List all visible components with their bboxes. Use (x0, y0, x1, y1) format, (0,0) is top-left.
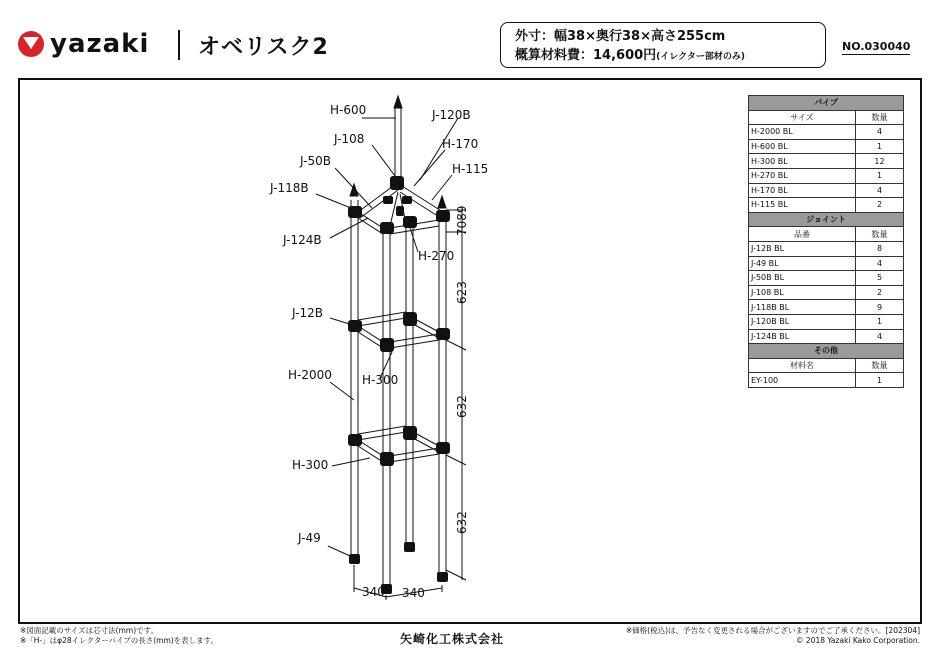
label-j49: J-49 (298, 531, 321, 545)
table-row (749, 373, 904, 388)
part-quantity: 4 (856, 125, 904, 140)
table-column-header (749, 110, 904, 125)
footnote-left-1: ※図面記載のサイズは芯寸法(mm)です。 (20, 626, 159, 635)
post-front (383, 226, 390, 590)
column-qty-header: 数量 (856, 358, 904, 373)
label-j120b: J-120B (432, 108, 471, 122)
part-name: H-2000 BL (749, 125, 856, 140)
label-j12b: J-12B (292, 306, 323, 320)
label-h300-upper: H-300 (362, 373, 399, 387)
dim-632-upper: 632 (455, 395, 469, 418)
spec-cost-note: (イレクター部材のみ) (656, 52, 746, 62)
table-row (749, 125, 904, 140)
section-title: パイプ (749, 96, 904, 111)
column-name-header: サイズ (749, 110, 856, 125)
parts-table (748, 95, 904, 388)
table-row (749, 241, 904, 256)
part-quantity: 8 (856, 241, 904, 256)
table-row (749, 139, 904, 154)
table-row (749, 256, 904, 271)
post-back-right (406, 222, 413, 548)
label-h300-lower: H-300 (292, 458, 329, 472)
part-quantity: 1 (856, 314, 904, 329)
dim-623: 623 (455, 281, 469, 304)
part-name: EY-100 (749, 373, 856, 388)
brand-name: yazaki (50, 29, 150, 59)
part-name: H-115 BL (749, 198, 856, 213)
post-back-left (351, 200, 358, 560)
label-j50b: J-50B (300, 154, 331, 168)
part-name: H-300 BL (749, 154, 856, 169)
table-row (749, 183, 904, 198)
part-quantity: 1 (856, 139, 904, 154)
table-section-pipes (749, 96, 904, 111)
part-quantity: 4 (856, 183, 904, 198)
column-qty-header: 数量 (856, 227, 904, 242)
column-qty-header: 数量 (856, 110, 904, 125)
label-h270: H-270 (418, 249, 455, 263)
spec-cost-label: 概算材料費：14,600円 (515, 48, 657, 63)
table-row (749, 329, 904, 344)
table-row (749, 198, 904, 213)
part-quantity: 5 (856, 271, 904, 286)
table-row (749, 300, 904, 315)
document-number: NO.030040 (842, 40, 911, 53)
table-section-joints (749, 212, 904, 227)
part-quantity: 1 (856, 168, 904, 183)
table-row (749, 314, 904, 329)
column-name-header: 材料名 (749, 358, 856, 373)
label-h600: H-600 (330, 103, 367, 117)
part-quantity: 4 (856, 256, 904, 271)
dim-340-left: 340 (362, 585, 385, 599)
dim-7089: 7089 (455, 205, 469, 236)
product-title: オベリスク2 (198, 35, 329, 60)
center-post-h600 (395, 108, 401, 186)
table-row (749, 271, 904, 286)
part-quantity: 1 (856, 373, 904, 388)
column-name-header: 品番 (749, 227, 856, 242)
part-quantity: 9 (856, 300, 904, 315)
part-name: J-118B BL (749, 300, 856, 315)
part-name: J-50B BL (749, 271, 856, 286)
post-right (439, 210, 446, 578)
table-column-header (749, 227, 904, 242)
label-j108: J-108 (334, 132, 365, 146)
table-column-header (749, 358, 904, 373)
part-name: J-120B BL (749, 314, 856, 329)
table-row (749, 154, 904, 169)
dim-632-lower: 632 (455, 511, 469, 534)
label-j118b: J-118B (270, 181, 309, 195)
section-title: ジョイント (749, 212, 904, 227)
section-title: その他 (749, 344, 904, 359)
dim-340-right: 340 (402, 586, 425, 600)
table-section-others (749, 344, 904, 359)
label-h115: H-115 (452, 162, 489, 176)
footnote-left-2: ※「H-」はφ28イレクターパイプの長さ(mm)を表します。 (20, 636, 219, 645)
part-name: J-124B BL (749, 329, 856, 344)
part-quantity: 12 (856, 154, 904, 169)
table-row (749, 168, 904, 183)
part-name: H-170 BL (749, 183, 856, 198)
spec-dimensions: 外寸：幅38×奥行38×高さ255cm (515, 29, 726, 44)
footnote-right-1: ※価格(税込)は、予告なく変更される場合がございますのでご了承ください。[202304] (625, 626, 920, 635)
part-quantity: 2 (856, 285, 904, 300)
part-quantity: 2 (856, 198, 904, 213)
part-name: J-108 BL (749, 285, 856, 300)
company-name: 矢崎化工株式会社 (400, 632, 505, 646)
part-name: H-270 BL (749, 168, 856, 183)
table-row (749, 285, 904, 300)
label-h2000: H-2000 (288, 368, 332, 382)
label-j124b: J-124B (283, 233, 322, 247)
part-name: H-600 BL (749, 139, 856, 154)
copyright: © 2018 Yazaki Kako Corporation. (796, 636, 920, 645)
part-quantity: 4 (856, 329, 904, 344)
part-name: J-49 BL (749, 256, 856, 271)
label-h170: H-170 (442, 137, 479, 151)
part-name: J-12B BL (749, 241, 856, 256)
